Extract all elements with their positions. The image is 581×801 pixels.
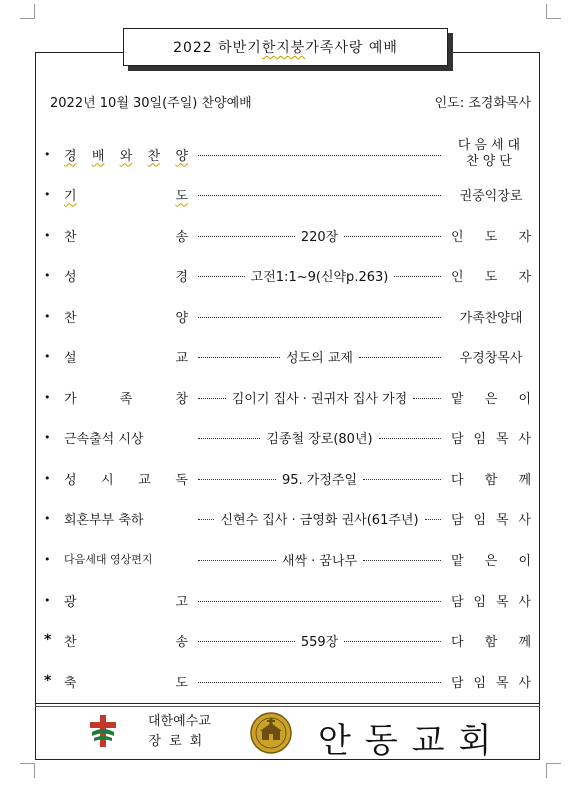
- service-date: 2022년 10월 30일(주일) 찬양예배: [50, 96, 252, 111]
- char: 함: [484, 634, 498, 650]
- item-content: [198, 550, 441, 569]
- char: 맡: [451, 391, 464, 407]
- char: 맡: [451, 553, 464, 569]
- char: 담: [451, 512, 464, 528]
- footer-divider-inner: [35, 706, 540, 707]
- dotted-leader: [198, 682, 441, 683]
- char: 시: [101, 472, 114, 488]
- char: 성: [64, 269, 77, 285]
- char: 창: [175, 391, 188, 407]
- item-presenter: [451, 388, 531, 407]
- item-label: [64, 307, 188, 326]
- char: 사: [518, 431, 531, 447]
- item-content: [198, 388, 441, 407]
- dotted-leader: [198, 236, 295, 237]
- char: 교: [138, 472, 151, 488]
- char: 족: [119, 391, 133, 407]
- item-presenter: [451, 428, 531, 447]
- item-presenter-text: 권중익장로: [459, 188, 523, 204]
- char: 임: [473, 512, 487, 528]
- char: 께: [518, 634, 531, 650]
- dotted-leader: [344, 641, 441, 642]
- item-bullet: •: [44, 187, 51, 201]
- char: 자: [518, 229, 531, 245]
- char: 목: [495, 675, 509, 691]
- char: 배: [91, 148, 105, 164]
- char: 광: [64, 594, 77, 610]
- char: 임: [473, 594, 487, 610]
- dotted-leader: [425, 519, 441, 520]
- dotted-leader: [198, 641, 295, 642]
- service-item: [44, 426, 531, 448]
- item-label: [64, 145, 188, 164]
- service-item: [44, 507, 531, 529]
- char: 와: [119, 148, 133, 164]
- char: 다: [451, 472, 464, 488]
- item-label: [64, 551, 188, 567]
- item-content-text: 95. 가정주일: [281, 472, 358, 488]
- char: 께: [518, 472, 531, 488]
- item-label: [64, 591, 188, 610]
- item-presenter: [451, 509, 531, 528]
- item-label: [64, 266, 188, 285]
- item-label: [64, 672, 188, 691]
- item-presenter: [451, 631, 531, 650]
- dotted-leader: [394, 276, 441, 277]
- char: 은: [484, 553, 498, 569]
- char: 도: [175, 188, 188, 204]
- presbyterian-cross-icon: [88, 714, 118, 748]
- item-bullet: •: [44, 593, 51, 607]
- denomination-line-2: 장로회: [148, 734, 211, 749]
- item-content: [198, 509, 441, 528]
- item-content: [198, 226, 441, 245]
- dotted-leader: [198, 479, 276, 480]
- service-item: [44, 589, 531, 611]
- item-presenter: [451, 550, 531, 569]
- service-item: [44, 548, 531, 570]
- item-bullet: •: [44, 349, 51, 363]
- item-presenter: [451, 469, 531, 488]
- item-presenter: [451, 307, 531, 326]
- footer-divider: [35, 703, 540, 704]
- item-content: [198, 266, 441, 285]
- item-content: [198, 469, 441, 488]
- item-content: [198, 428, 441, 447]
- crop-mark-top-left: [20, 4, 35, 19]
- title-suffix: 가족사랑 예배: [305, 40, 398, 56]
- char: 담: [451, 675, 464, 691]
- char: 송: [175, 634, 188, 650]
- item-content-text: 김이기 집사 · 권귀자 집사 가정: [231, 391, 408, 407]
- title-prefix: 2022 하반기: [173, 40, 262, 56]
- char: 사: [518, 675, 531, 691]
- item-content: [198, 314, 441, 318]
- church-seal-icon: [250, 712, 292, 754]
- char: 찬: [147, 148, 161, 164]
- item-content: [198, 152, 441, 156]
- char: 이: [518, 391, 531, 407]
- page-title: [123, 28, 448, 66]
- char: 경: [64, 148, 77, 164]
- char: 이: [518, 553, 531, 569]
- char: 도: [175, 675, 188, 691]
- dotted-leader: [363, 479, 441, 480]
- church-name: 안동교회: [318, 721, 506, 761]
- crop-mark-top-right: [546, 4, 561, 19]
- char: 찬: [64, 229, 77, 245]
- service-item: [44, 629, 531, 651]
- item-presenter: [451, 226, 531, 245]
- item-presenter-line: 찬양단: [466, 154, 516, 169]
- char: 양: [175, 148, 188, 164]
- service-item: [44, 224, 531, 246]
- dotted-leader: [198, 317, 441, 318]
- item-bullet: •: [44, 309, 51, 323]
- item-label: [64, 347, 188, 366]
- crop-mark-bottom-left: [20, 763, 35, 778]
- char: 목: [495, 594, 509, 610]
- item-presenter: [451, 347, 531, 366]
- item-label: [64, 631, 188, 650]
- char: 사: [518, 594, 531, 610]
- service-item: [44, 183, 531, 205]
- item-bullet: •: [44, 471, 51, 485]
- item-bullet: *: [44, 673, 52, 689]
- item-label: [64, 388, 188, 407]
- item-presenter-text: 가족찬양대: [459, 310, 523, 326]
- char: 찬: [64, 634, 77, 650]
- char: 담: [451, 431, 464, 447]
- dotted-leader: [198, 195, 441, 196]
- item-presenter: [451, 591, 531, 610]
- char: 임: [473, 675, 487, 691]
- item-label-text: 근속출석 시상: [64, 431, 144, 447]
- dotted-leader: [198, 155, 441, 156]
- item-bullet: •: [44, 147, 51, 161]
- char: 함: [484, 472, 498, 488]
- service-item: [44, 264, 531, 286]
- dotted-leader: [198, 276, 245, 277]
- item-presenter-line: 다음세대: [457, 138, 525, 153]
- item-content: [198, 598, 441, 602]
- dotted-leader: [344, 236, 441, 237]
- item-label-text: 회혼부부 축하: [64, 512, 144, 528]
- item-content-text: 성도의 교제: [286, 350, 353, 366]
- char: 다: [451, 634, 464, 650]
- char: 담: [451, 594, 464, 610]
- char: 도: [484, 269, 498, 285]
- char: 양: [175, 310, 188, 326]
- char: 설: [64, 350, 77, 366]
- item-content: [198, 631, 441, 650]
- item-content: [198, 679, 441, 683]
- title-underlined: 한지붕: [261, 40, 306, 56]
- char: 교: [175, 350, 188, 366]
- char: 인: [451, 269, 464, 285]
- char: 자: [518, 269, 531, 285]
- item-label: [64, 428, 188, 447]
- item-presenter: [451, 138, 531, 170]
- item-content-text: 새싹 · 꿈나무: [281, 553, 358, 569]
- item-label: [64, 469, 188, 488]
- dotted-leader: [198, 601, 441, 602]
- item-label-text: 다음세대 영상편지: [64, 553, 153, 566]
- item-presenter: [451, 672, 531, 691]
- char: 은: [484, 391, 498, 407]
- dotted-leader: [198, 357, 280, 358]
- item-label: [64, 185, 188, 204]
- char: 임: [473, 431, 487, 447]
- char: 축: [64, 675, 77, 691]
- denomination-name: [148, 712, 211, 752]
- dotted-leader: [413, 398, 441, 399]
- service-item: [44, 345, 531, 367]
- denomination-line-1: 대한예수교: [148, 714, 211, 729]
- dotted-leader: [198, 398, 226, 399]
- char: 목: [495, 431, 509, 447]
- char: 목: [495, 512, 509, 528]
- char: 성: [64, 472, 77, 488]
- item-presenter-text: 우경창목사: [459, 350, 523, 366]
- item-bullet: *: [44, 632, 52, 648]
- service-item: [44, 386, 531, 408]
- service-item: [44, 670, 531, 692]
- char: 인: [451, 229, 464, 245]
- item-content-text: 220장: [300, 229, 339, 245]
- service-item: [44, 305, 531, 327]
- char: 찬: [64, 310, 77, 326]
- item-presenter: [451, 266, 531, 285]
- item-content-text: 고전1:1~9(신약p.263): [250, 269, 389, 285]
- item-label: [64, 509, 188, 528]
- dotted-leader: [198, 438, 260, 439]
- service-item: [44, 138, 531, 169]
- item-label: [64, 226, 188, 245]
- char: 송: [175, 229, 188, 245]
- char: 기: [64, 188, 77, 204]
- char: 가: [64, 391, 77, 407]
- dotted-leader: [198, 560, 276, 561]
- char: 경: [175, 269, 188, 285]
- item-bullet: •: [44, 268, 51, 282]
- char: 도: [484, 229, 498, 245]
- item-content-text: 신현수 집사 · 금영화 권사(61주년): [220, 512, 419, 528]
- item-presenter: [451, 185, 531, 204]
- char: 독: [175, 472, 188, 488]
- item-bullet: •: [44, 390, 51, 404]
- item-content-text: 559장: [300, 634, 339, 650]
- item-bullet: •: [44, 228, 51, 242]
- service-item: [44, 467, 531, 489]
- item-bullet: •: [44, 552, 51, 566]
- service-leader: 인도: 조경화목사: [434, 96, 531, 111]
- crop-mark-bottom-right: [546, 763, 561, 778]
- item-bullet: •: [44, 430, 51, 444]
- item-content: [198, 347, 441, 366]
- item-content: [198, 192, 441, 196]
- item-content-text: 김종철 장로(80년): [266, 431, 373, 447]
- dotted-leader: [359, 357, 441, 358]
- char: 고: [175, 594, 188, 610]
- dotted-leader: [198, 519, 214, 520]
- char: 사: [518, 512, 531, 528]
- item-bullet: •: [44, 511, 51, 525]
- dotted-leader: [379, 438, 441, 439]
- dotted-leader: [363, 560, 441, 561]
